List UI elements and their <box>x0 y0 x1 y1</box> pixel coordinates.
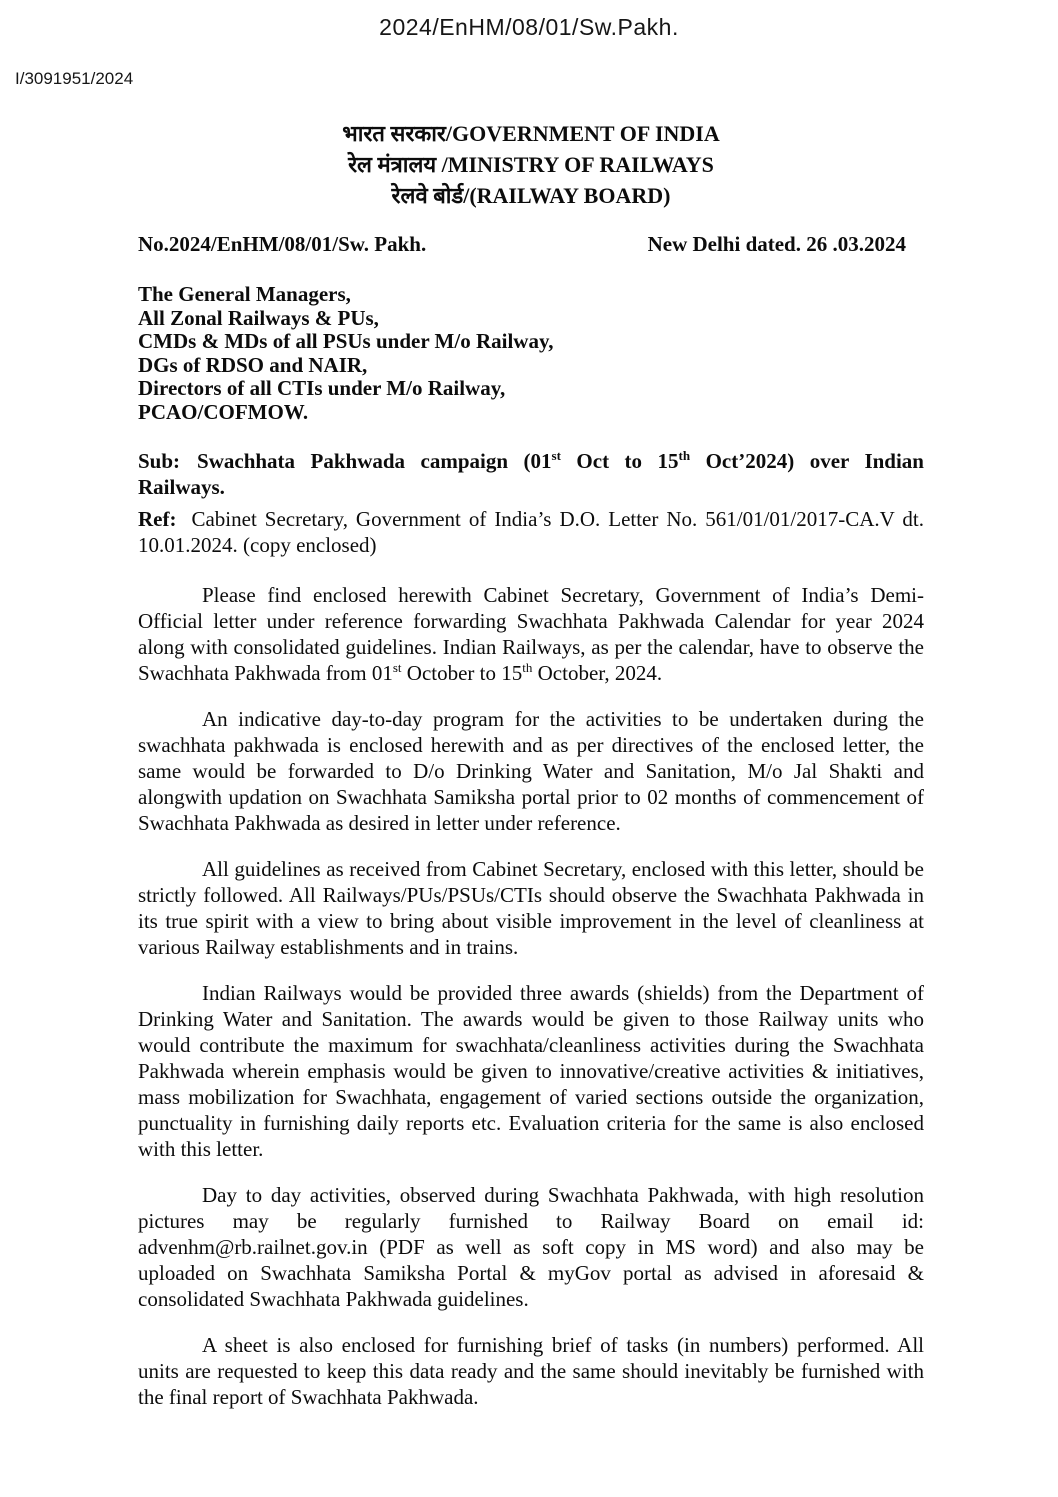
body-paragraph: All guidelines as received from Cabinet Secretary, enclosed with this letter, should be strictly followed. All Railways/PUs/PSUs/CTIs should observe the Swachhata Pakhwada in its true spirit with a view to bring about visible improvement in the level of cleanliness at various Railway establishments and in trains. <box>138 857 924 959</box>
subject-label: Sub: <box>138 449 181 473</box>
reference-line <box>138 506 924 558</box>
letterhead <box>138 118 924 211</box>
addressee-line: The General Managers, <box>138 282 351 306</box>
reference-text: Cabinet Secretary, Government of India’s D.O. Letter No. 561/01/01/2017-CA.V dt. 10.01.2024. (copy enclosed) <box>138 507 924 557</box>
addressee-line: CMDs & MDs of all PSUs under M/o Railway, <box>138 329 554 353</box>
body-paragraph: A sheet is also enclosed for furnishing brief of tasks (in numbers) performed. All units are requested to keep this data ready and the same should inevitably be furnished with the final report of Swachhata Pakhwada. <box>138 1333 924 1409</box>
reference-label: Ref: <box>138 507 177 531</box>
letterhead-ministry-of-railways: रेल मंत्रालय /MINISTRY OF RAILWAYS <box>348 152 714 177</box>
body-paragraph: An indicative day-to-day program for the activities to be undertaken during the swachhata pakhwada is enclosed herewith and as per directives of the enclosed letter, the same would be forwarded to D/o Drinking Water and Sanitation, M/o Jal Shakti and alongwith updation on Swachhata Samiksha portal prior to 02 months of commencement of Swachhata Pakhwada as desired in letter under reference. <box>138 707 924 835</box>
addressee-line: PCAO/COFMOW. <box>138 399 309 424</box>
addressee-block <box>138 283 924 424</box>
efile-id: I/3091951/2024 <box>15 69 134 88</box>
letter-content <box>138 118 924 1430</box>
addressee-line: Directors of all CTIs under M/o Railway, <box>138 376 506 400</box>
addressee-line: All Zonal Railways & PUs, <box>138 305 379 330</box>
efile-number-header: 2024/EnHM/08/01/Sw.Pakh. <box>379 14 679 40</box>
body-paragraph: Please find enclosed herewith Cabinet Secretary, Government of India’s Demi-Official letter under reference forwarding Swachhata Pakhwada Calendar for year 2024 along with consolidated guidelines. Indian Railways, as per the calendar, have to observe the Swachhata Pakhwada from 01st October to 15th October, 2024. <box>138 583 924 685</box>
letter-place-date: New Delhi dated. 26 .03.2024 <box>647 232 906 256</box>
letter-number: No.2024/EnHM/08/01/Sw. Pakh. <box>138 232 427 256</box>
letterhead-railway-board: रेलवे बोर्ड/(RAILWAY BOARD) <box>391 183 671 208</box>
letterhead-government-of-india: भारत सरकार/GOVERNMENT OF INDIA <box>342 121 720 146</box>
body-paragraph: Indian Railways would be provided three awards (shields) from the Department of Drinking Water and Sanitation. The awards would be given to those Railway units who would contribute the maximum for swachhata/cleanliness activities during the Swachhata Pakhwada wherein emphasis would be given to innovative/creative activities & initiatives, mass mobilization for Swachhata, engagement of varied sections outside the organization, punctuality in furnishing daily reports etc. Evaluation criteria for the same is also enclosed with this letter. <box>138 981 924 1161</box>
addressee-line: DGs of RDSO and NAIR, <box>138 352 368 377</box>
body-paragraph: Day to day activities, observed during Swachhata Pakhwada, with high resolution pictures may be regularly furnished to Railway Board on email id: advenhm@rb.railnet.gov.in (PDF as well as soft copy in MS word) and also may be uploaded on Swachhata Samiksha Portal & myGov portal as advised in aforesaid & consolidated Swachhata Pakhwada guidelines. <box>138 1183 924 1311</box>
letter-number-date-row <box>138 231 924 257</box>
subject-text: Swachhata Pakhwada campaign (01st Oct to 15th Oct’2024) over Indian Railways. <box>138 448 924 499</box>
letter-body <box>138 582 924 1410</box>
subject-line <box>138 448 924 500</box>
